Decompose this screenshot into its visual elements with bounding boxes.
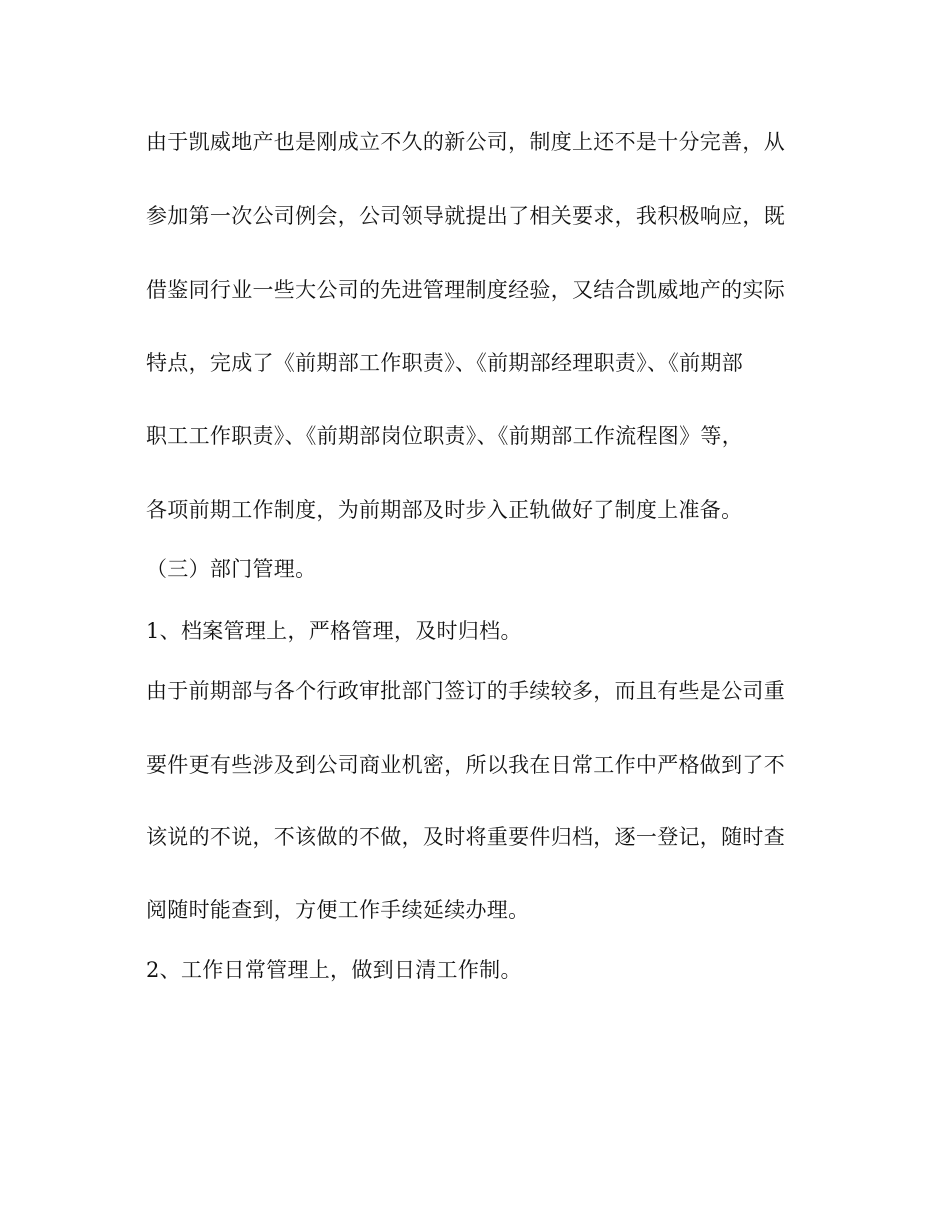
paragraph-line-10: 阅随时能查到，方便工作手续延续办理。: [146, 898, 530, 922]
paragraph-line-5: 职工工作职责》、《前期部岗位职责》、《前期部工作流程图》等，: [146, 424, 743, 448]
subsection-heading-1: 1、档案管理上，严格管理，及时归档。: [146, 619, 522, 643]
paragraph-line-8: 要件更有些涉及到公司商业机密，所以我在日常工作中严格做到了不: [146, 753, 785, 777]
paragraph-line-6: 各项前期工作制度，为前期部及时步入正轨做好了制度上准备。: [146, 498, 743, 522]
paragraph-line-2: 参加第一次公司例会，公司领导就提出了相关要求，我积极响应，既: [146, 204, 785, 228]
paragraph-line-9: 该说的不说，不该做的不做，及时将重要件归档，逐一登记，随时查: [146, 825, 785, 849]
paragraph-line-7: 由于前期部与各个行政审批部门签订的手续较多，而且有些是公司重: [146, 679, 785, 703]
section-heading: （三）部门管理。: [146, 557, 317, 581]
paragraph-line-1: 由于凯威地产也是刚成立不久的新公司，制度上还不是十分完善，从: [146, 130, 785, 154]
paragraph-line-4: 特点，完成了《前期部工作职责》、《前期部经理职责》、《前期部: [146, 351, 743, 375]
subsection-heading-2: 2、工作日常管理上，做到日清工作制。: [146, 958, 522, 982]
paragraph-line-3: 借鉴同行业一些大公司的先进管理制度经验，又结合凯威地产的实际: [146, 278, 785, 302]
